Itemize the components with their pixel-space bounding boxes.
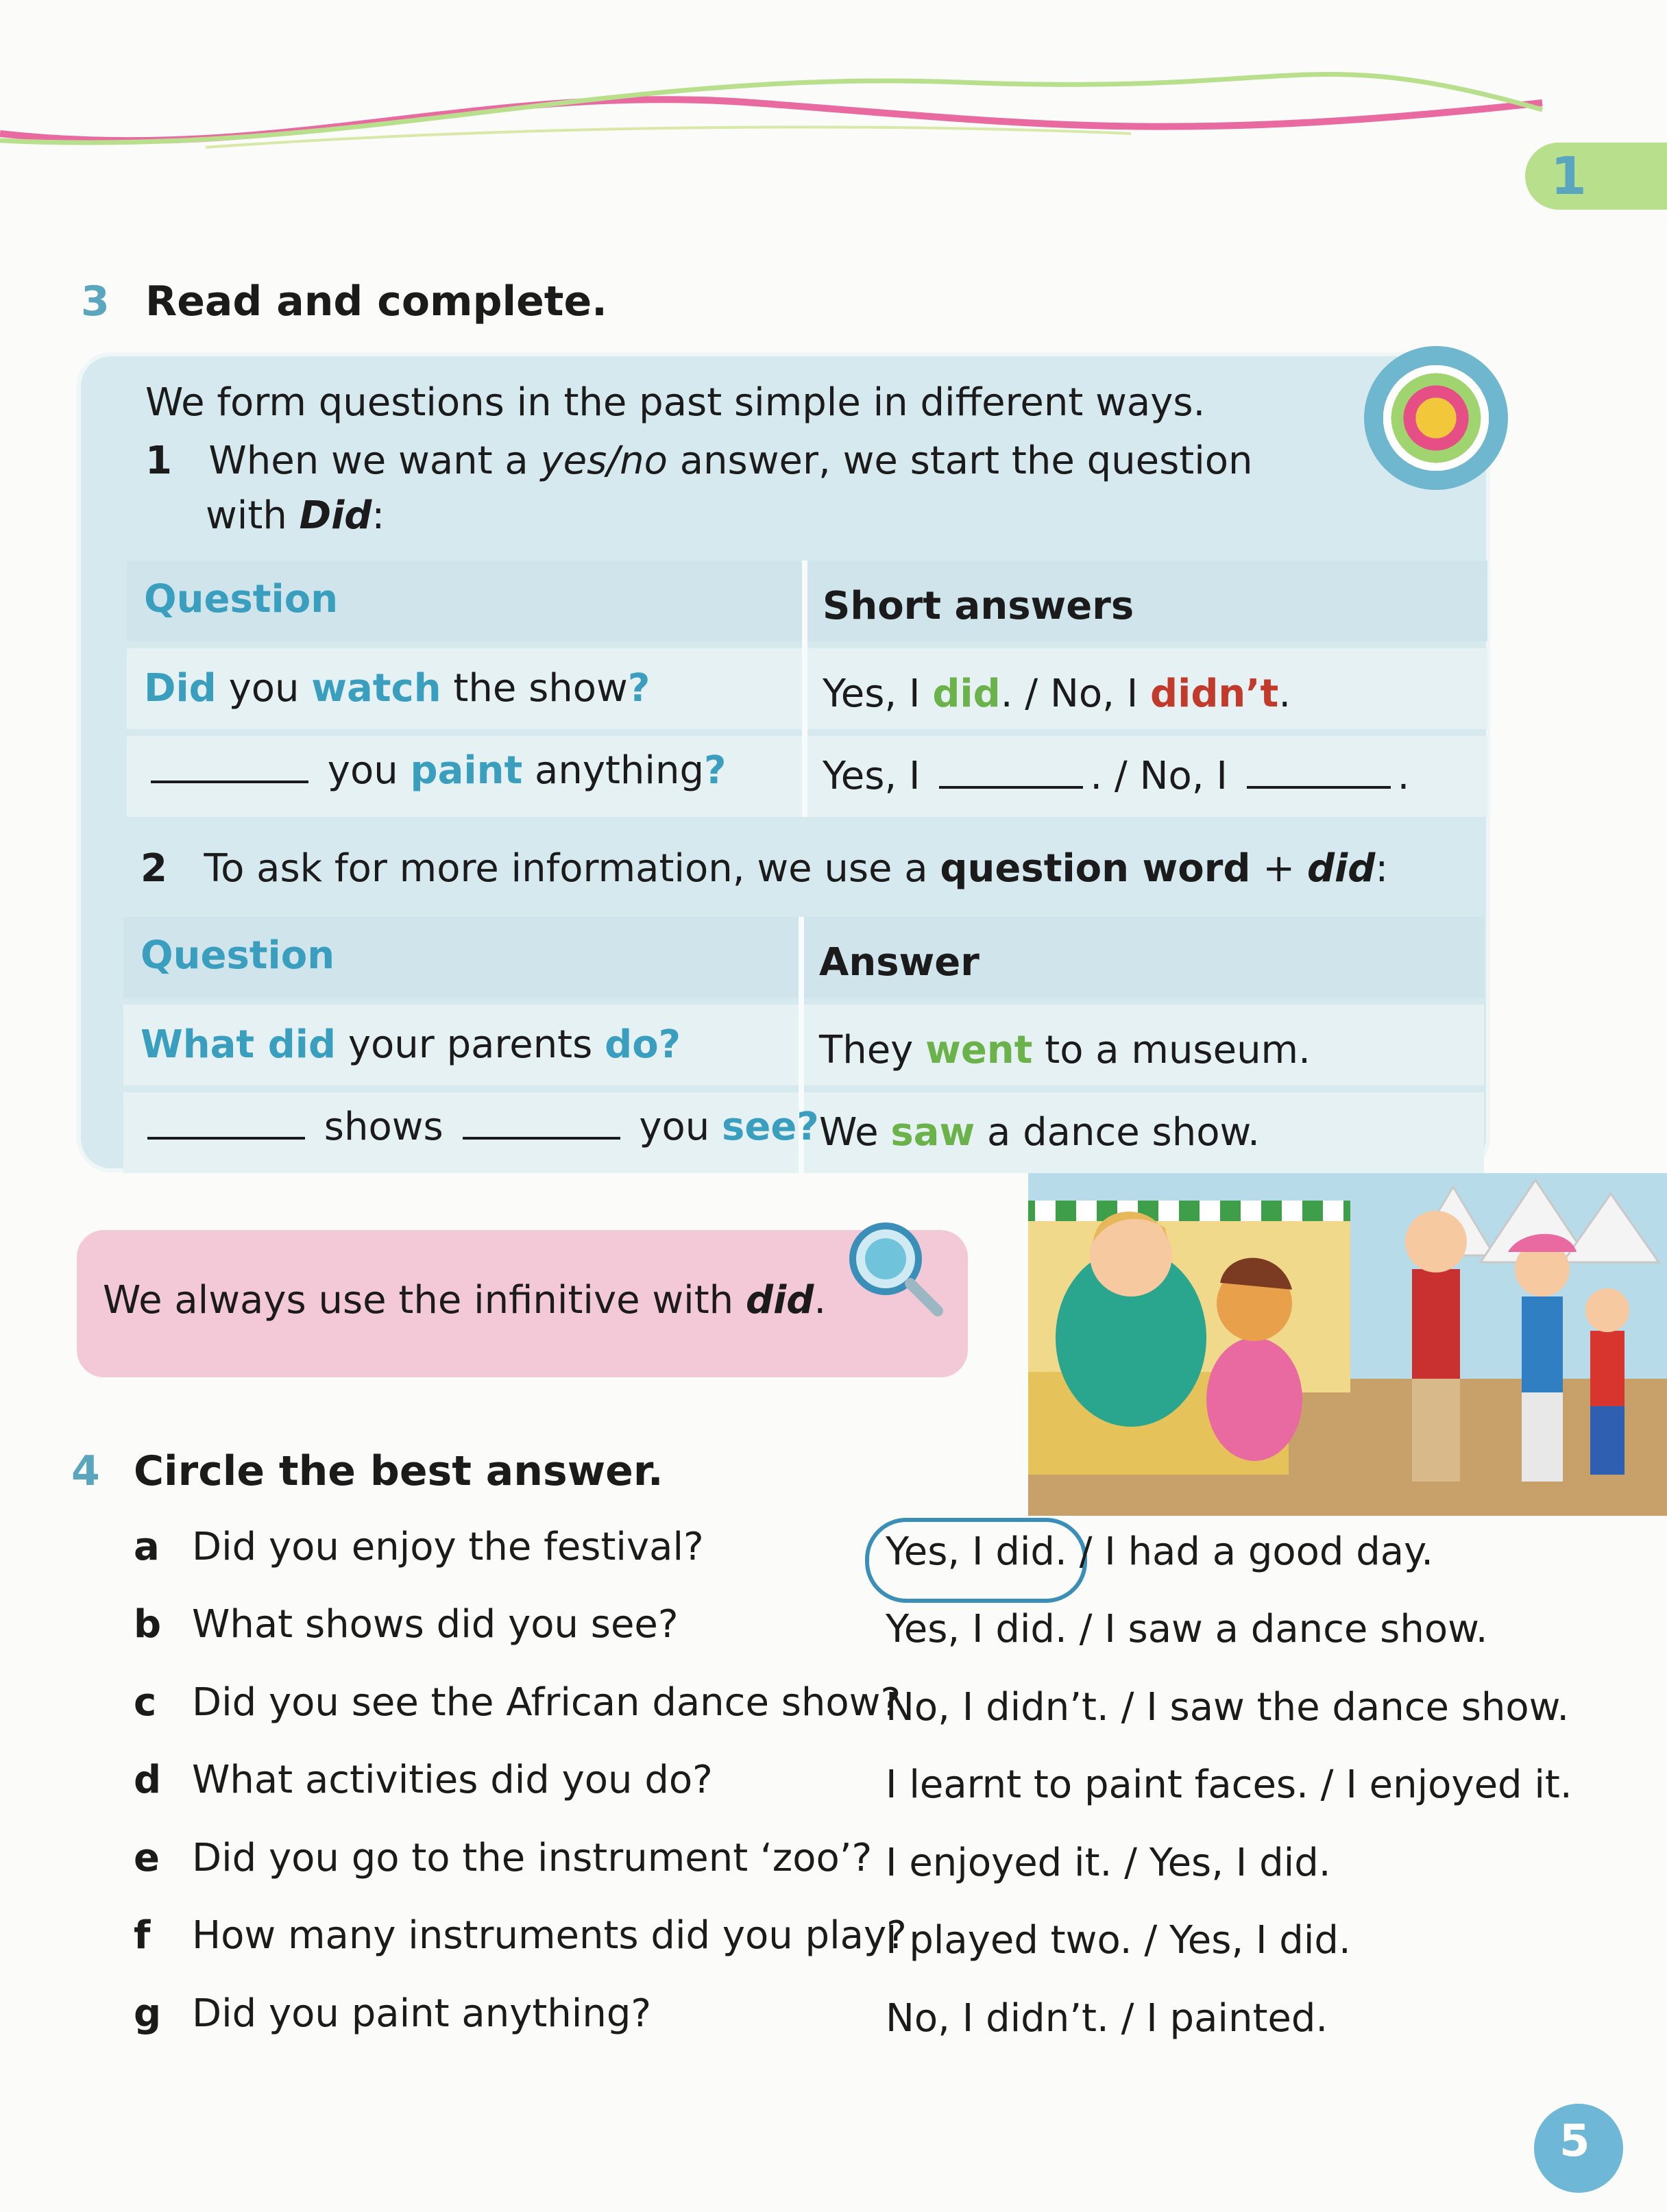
word-your-parents: your parents <box>336 1022 605 1067</box>
word-anything: anything <box>522 748 705 793</box>
item-e-letter: e <box>134 1836 160 1880</box>
item-e-answer[interactable]: I enjoyed it. / Yes, I did. <box>886 1841 1331 1885</box>
table2-row2-answer <box>819 1110 1260 1155</box>
word-they: They <box>819 1028 926 1072</box>
table2-header-question: Question <box>141 933 335 978</box>
word-the-show: the show <box>441 666 628 711</box>
answer-end: . <box>1397 754 1410 798</box>
point-1-line1-b: answer, we start the question <box>667 439 1253 483</box>
point-1-line1-a: When we want a <box>208 439 541 483</box>
word-you: you <box>216 666 312 711</box>
item-f-question: How many instruments did you play? <box>192 1913 907 1958</box>
word-went: went <box>925 1028 1033 1072</box>
point-2-text: To ask for more information, we use a <box>204 846 940 891</box>
festival-illustration <box>1028 1173 1667 1516</box>
item-g-answer[interactable]: No, I didn’t. / I painted. <box>886 1996 1328 2041</box>
item-d-answer[interactable]: I learnt to paint faces. / I enjoyed it. <box>886 1762 1572 1807</box>
point-2-number: 2 <box>141 846 167 891</box>
table2-row1-answer <box>819 1028 1311 1072</box>
table1-divider <box>802 561 807 817</box>
item-g-letter: g <box>134 1991 162 2036</box>
table1-row1-question <box>144 666 650 711</box>
point-1-line2-a: with <box>206 493 300 538</box>
word-to-a-museum: to a museum. <box>1032 1028 1311 1072</box>
magnifier-icon <box>843 1216 946 1319</box>
item-a-question: Did you enjoy the festival? <box>192 1525 704 1569</box>
item-c-letter: c <box>134 1680 157 1725</box>
grammar-point-1-line2 <box>206 493 385 538</box>
table2-header-answer: Answer <box>819 940 979 985</box>
grammar-point-2 <box>141 846 1388 891</box>
item-f-letter: f <box>134 1913 151 1958</box>
word-what-did: What did <box>141 1022 337 1067</box>
item-a-option-1[interactable]: Yes, I did. <box>886 1529 1067 1574</box>
point-2-bold: question word <box>940 846 1251 891</box>
point-2-plus: + <box>1250 846 1307 891</box>
exercise-3-number: 3 <box>81 278 110 325</box>
item-e-question: Did you go to the instrument ‘zoo’? <box>192 1836 873 1880</box>
header-wave-decoration <box>0 0 1667 178</box>
target-icon <box>1364 346 1508 490</box>
blank-did-2[interactable] <box>463 1107 620 1140</box>
word-paint: paint <box>410 748 523 793</box>
word-saw: saw <box>890 1110 975 1155</box>
word-watch: watch <box>311 666 441 711</box>
blank-question-word[interactable] <box>147 1107 305 1140</box>
answer-end: . <box>1278 672 1291 716</box>
item-c-answer[interactable]: No, I didn’t. / I saw the dance show. <box>886 1685 1570 1730</box>
page-number: 5 <box>1559 2116 1590 2167</box>
question-mark: ? <box>627 666 650 711</box>
item-a-answer[interactable] <box>886 1529 1433 1574</box>
table2-row1-question <box>141 1022 681 1067</box>
point-1-line2-em: Did <box>299 493 372 538</box>
word-didnt-red: didn’t <box>1150 672 1279 716</box>
word-see: see? <box>722 1105 819 1149</box>
note-text-em: did <box>745 1278 814 1323</box>
point-2-end: : <box>1375 846 1389 891</box>
unit-tab <box>1525 143 1667 210</box>
table1-row2-question <box>144 748 727 793</box>
word-shows: shows <box>312 1105 456 1149</box>
table2-row2-question <box>141 1105 819 1149</box>
word-did: Did <box>144 666 217 711</box>
item-b-question: What shows did you see? <box>192 1602 679 1647</box>
table1-header-question: Question <box>144 577 339 622</box>
item-a-option-2[interactable]: / I had a good day. <box>1067 1529 1434 1574</box>
item-d-question: What activities did you do? <box>192 1758 713 1802</box>
exercise-4-number: 4 <box>71 1447 100 1495</box>
point-1-number: 1 <box>145 439 172 483</box>
item-f-answer[interactable]: I played two. / Yes, I did. <box>886 1918 1351 1963</box>
blank-no-answer[interactable] <box>1247 756 1391 789</box>
point-1-line2-b: : <box>372 493 385 538</box>
point-2-em: did <box>1306 846 1376 891</box>
note-text-end: . <box>814 1278 827 1323</box>
exercise-3-title: Read and complete. <box>145 278 607 325</box>
item-c-question: Did you see the African dance show? <box>192 1680 901 1725</box>
note-text-main: We always use the infinitive with <box>103 1278 746 1323</box>
answer-no: . / No, I <box>1090 754 1240 798</box>
grammar-point-1 <box>145 439 1253 483</box>
item-a-letter: a <box>134 1525 160 1569</box>
exercise-4-title: Circle the best answer. <box>134 1447 664 1495</box>
answer-yes: Yes, I <box>823 672 933 716</box>
word-you: you <box>626 1105 722 1149</box>
word-did-green: did <box>932 672 1001 716</box>
word-we: We <box>819 1110 891 1155</box>
word-do: do? <box>605 1022 681 1067</box>
item-d-letter: d <box>134 1758 162 1802</box>
item-g-question: Did you paint anything? <box>192 1991 652 2036</box>
answer-no: . / No, I <box>1000 672 1151 716</box>
word-you: you <box>315 748 411 793</box>
item-b-letter: b <box>134 1602 162 1647</box>
table1-row1-answer <box>823 672 1291 716</box>
grammar-intro: We form questions in the past simple in different ways. <box>145 380 1206 425</box>
item-b-answer[interactable]: Yes, I did. / I saw a dance show. <box>886 1607 1488 1651</box>
point-1-line1-em: yes/no <box>540 439 668 483</box>
table1-row2-answer <box>823 754 1409 798</box>
note-text <box>103 1278 826 1323</box>
question-mark: ? <box>704 748 727 793</box>
unit-number: 1 <box>1550 145 1587 206</box>
blank-did[interactable] <box>151 750 308 783</box>
answer-yes: Yes, I <box>823 754 933 798</box>
blank-yes-answer[interactable] <box>939 756 1083 789</box>
table1-header-answers: Short answers <box>823 584 1134 628</box>
word-a-dance-show: a dance show. <box>975 1110 1260 1155</box>
